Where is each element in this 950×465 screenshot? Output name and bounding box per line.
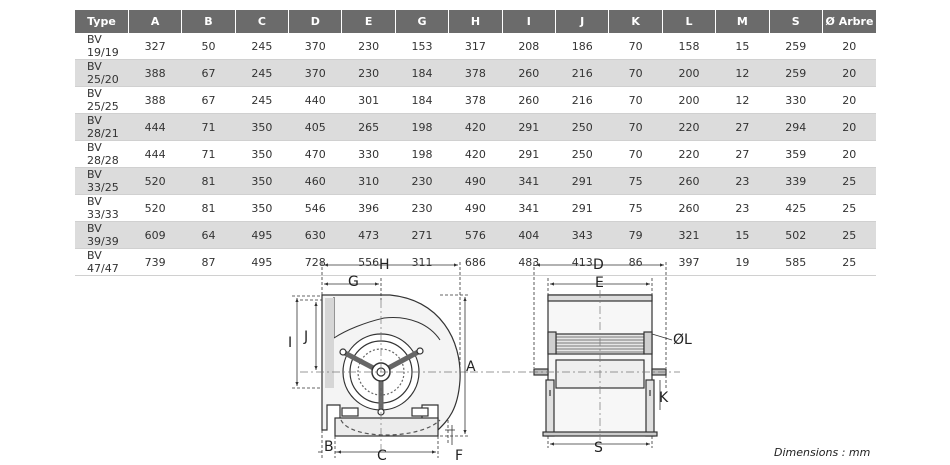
column-header: B: [182, 10, 235, 33]
value-cell: 291: [502, 141, 555, 168]
value-cell: 339: [769, 168, 822, 195]
column-header: G: [395, 10, 448, 33]
value-cell: 291: [556, 195, 609, 222]
value-cell: 495: [235, 249, 288, 276]
value-cell: 216: [556, 87, 609, 114]
value-cell: 341: [502, 195, 555, 222]
value-cell: 444: [128, 141, 181, 168]
label-l: ØL: [673, 332, 692, 348]
value-cell: 330: [342, 141, 395, 168]
value-cell: 585: [769, 249, 822, 276]
column-header: H: [449, 10, 502, 33]
value-cell: 260: [502, 60, 555, 87]
value-cell: 291: [502, 114, 555, 141]
value-cell: 260: [502, 87, 555, 114]
value-cell: 343: [556, 222, 609, 249]
value-cell: 250: [556, 114, 609, 141]
type-cell: BV 39/39: [75, 222, 128, 249]
column-header: D: [289, 10, 342, 33]
type-cell: BV 28/28: [75, 141, 128, 168]
value-cell: 23: [716, 195, 769, 222]
value-cell: 64: [182, 222, 235, 249]
value-cell: 250: [556, 141, 609, 168]
value-cell: 12: [716, 60, 769, 87]
value-cell: 350: [235, 141, 288, 168]
value-cell: 184: [395, 87, 448, 114]
value-cell: 321: [662, 222, 715, 249]
type-cell: BV 28/21: [75, 114, 128, 141]
value-cell: 70: [609, 33, 662, 60]
label-j: J: [304, 329, 309, 345]
column-header: J: [556, 10, 609, 33]
value-cell: 405: [289, 114, 342, 141]
value-cell: 502: [769, 222, 822, 249]
value-cell: 20: [822, 60, 876, 87]
value-cell: 425: [769, 195, 822, 222]
value-cell: 71: [182, 114, 235, 141]
value-cell: 388: [128, 87, 181, 114]
value-cell: 230: [395, 168, 448, 195]
value-cell: 216: [556, 60, 609, 87]
value-cell: 420: [449, 141, 502, 168]
value-cell: 75: [609, 168, 662, 195]
value-cell: 20: [822, 33, 876, 60]
value-cell: 198: [395, 114, 448, 141]
value-cell: 483: [502, 249, 555, 276]
column-header: L: [662, 10, 715, 33]
value-cell: 27: [716, 114, 769, 141]
value-cell: 79: [609, 222, 662, 249]
label-f: F: [455, 448, 464, 464]
label-b: B: [324, 439, 334, 455]
column-header: M: [716, 10, 769, 33]
column-header: A: [128, 10, 181, 33]
side-view-housing: [322, 295, 460, 436]
value-cell: 576: [449, 222, 502, 249]
value-cell: 609: [128, 222, 181, 249]
value-cell: 20: [822, 141, 876, 168]
value-cell: 245: [235, 60, 288, 87]
value-cell: 20: [822, 87, 876, 114]
value-cell: 311: [395, 249, 448, 276]
value-cell: 71: [182, 141, 235, 168]
column-header: I: [502, 10, 555, 33]
value-cell: 81: [182, 195, 235, 222]
value-cell: 70: [609, 60, 662, 87]
value-cell: 70: [609, 87, 662, 114]
value-cell: 728: [289, 249, 342, 276]
value-cell: 310: [342, 168, 395, 195]
value-cell: 440: [289, 87, 342, 114]
column-header: E: [342, 10, 395, 33]
column-header: C: [235, 10, 288, 33]
value-cell: 470: [289, 141, 342, 168]
value-cell: 396: [342, 195, 395, 222]
value-cell: 397: [662, 249, 715, 276]
value-cell: 444: [128, 114, 181, 141]
value-cell: 420: [449, 114, 502, 141]
value-cell: 490: [449, 168, 502, 195]
value-cell: 359: [769, 141, 822, 168]
value-cell: 198: [395, 141, 448, 168]
label-a: A: [466, 359, 476, 375]
value-cell: 19: [716, 249, 769, 276]
value-cell: 200: [662, 60, 715, 87]
type-cell: BV 47/47: [75, 249, 128, 276]
column-header: K: [609, 10, 662, 33]
value-cell: 260: [662, 195, 715, 222]
value-cell: 520: [128, 195, 181, 222]
value-cell: 25: [822, 222, 876, 249]
value-cell: 25: [822, 249, 876, 276]
label-i: I: [288, 335, 293, 351]
label-h: H: [379, 257, 390, 273]
value-cell: 25: [822, 195, 876, 222]
label-k: K: [659, 390, 669, 406]
label-c: C: [377, 448, 387, 464]
value-cell: 245: [235, 33, 288, 60]
value-cell: 271: [395, 222, 448, 249]
value-cell: 473: [342, 222, 395, 249]
value-cell: 370: [289, 60, 342, 87]
value-cell: 259: [769, 60, 822, 87]
value-cell: 330: [769, 87, 822, 114]
value-cell: 67: [182, 87, 235, 114]
value-cell: 220: [662, 141, 715, 168]
value-cell: 184: [395, 60, 448, 87]
value-cell: 327: [128, 33, 181, 60]
value-cell: 490: [449, 195, 502, 222]
value-cell: 301: [342, 87, 395, 114]
label-g: G: [348, 274, 359, 290]
value-cell: 739: [128, 249, 181, 276]
value-cell: 230: [342, 33, 395, 60]
type-cell: BV 19/19: [75, 33, 128, 60]
value-cell: 230: [342, 60, 395, 87]
value-cell: 546: [289, 195, 342, 222]
value-cell: 260: [662, 168, 715, 195]
value-cell: 70: [609, 114, 662, 141]
value-cell: 245: [235, 87, 288, 114]
value-cell: 158: [662, 33, 715, 60]
value-cell: 460: [289, 168, 342, 195]
type-cell: BV 33/33: [75, 195, 128, 222]
value-cell: 317: [449, 33, 502, 60]
value-cell: 50: [182, 33, 235, 60]
value-cell: 350: [235, 114, 288, 141]
type-cell: BV 25/20: [75, 60, 128, 87]
value-cell: 200: [662, 87, 715, 114]
value-cell: 291: [556, 168, 609, 195]
value-cell: 67: [182, 60, 235, 87]
value-cell: 378: [449, 60, 502, 87]
value-cell: 220: [662, 114, 715, 141]
value-cell: 15: [716, 222, 769, 249]
column-header: Ø Arbre: [822, 10, 876, 33]
value-cell: 630: [289, 222, 342, 249]
label-s: S: [594, 440, 603, 456]
value-cell: 388: [128, 60, 181, 87]
value-cell: 81: [182, 168, 235, 195]
value-cell: 230: [395, 195, 448, 222]
column-header: S: [769, 10, 822, 33]
type-cell: BV 25/25: [75, 87, 128, 114]
value-cell: 341: [502, 168, 555, 195]
column-header: Type: [75, 10, 128, 33]
value-cell: 294: [769, 114, 822, 141]
type-cell: BV 33/25: [75, 168, 128, 195]
value-cell: 495: [235, 222, 288, 249]
value-cell: 186: [556, 33, 609, 60]
value-cell: 413: [556, 249, 609, 276]
value-cell: 153: [395, 33, 448, 60]
label-e: E: [595, 275, 604, 291]
value-cell: 556: [342, 249, 395, 276]
value-cell: 378: [449, 87, 502, 114]
value-cell: 20: [822, 114, 876, 141]
value-cell: 25: [822, 168, 876, 195]
value-cell: 265: [342, 114, 395, 141]
value-cell: 15: [716, 33, 769, 60]
value-cell: 520: [128, 168, 181, 195]
dimensions-note: Dimensions : mm: [774, 446, 871, 459]
value-cell: 86: [609, 249, 662, 276]
value-cell: 27: [716, 141, 769, 168]
value-cell: 87: [182, 249, 235, 276]
value-cell: 23: [716, 168, 769, 195]
value-cell: 686: [449, 249, 502, 276]
value-cell: 12: [716, 87, 769, 114]
value-cell: 208: [502, 33, 555, 60]
label-d: D: [593, 257, 604, 273]
value-cell: 350: [235, 168, 288, 195]
value-cell: 370: [289, 33, 342, 60]
value-cell: 70: [609, 141, 662, 168]
value-cell: 259: [769, 33, 822, 60]
value-cell: 404: [502, 222, 555, 249]
value-cell: 350: [235, 195, 288, 222]
value-cell: 75: [609, 195, 662, 222]
